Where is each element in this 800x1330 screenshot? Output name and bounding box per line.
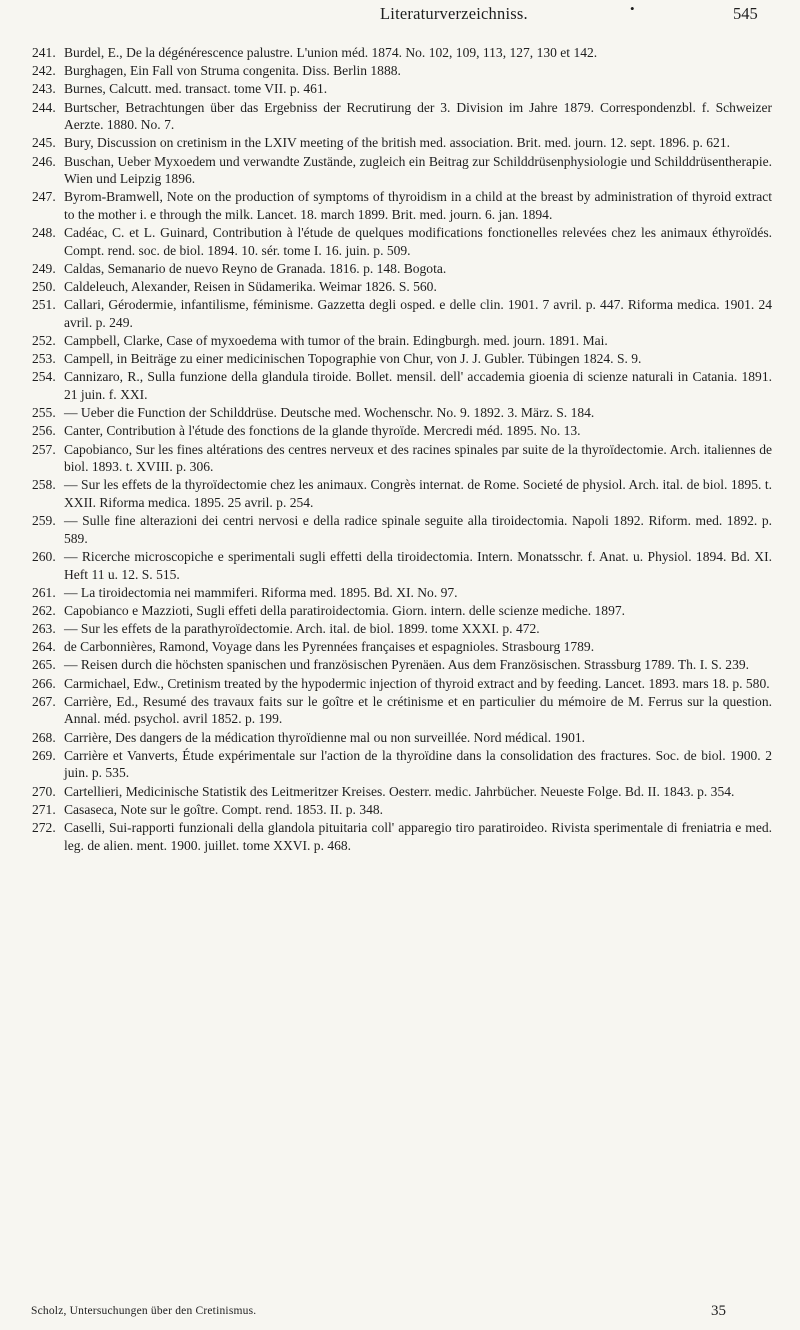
- entry-text: Cannizaro, R., Sulla funzione della glandula tiroide. Bollet. mensil. dell' accademia gioenia di scienze naturali in Catania. 1891. 21 juin. f. XXI.: [64, 369, 772, 402]
- entry-text: — Sur les effets de la parathyroïdectomie. Arch. ital. de biol. 1899. tome XXXI. p. 472.: [64, 621, 540, 637]
- bibliography-entry: [32, 350, 772, 368]
- entry-text: Caldeleuch, Alexander, Reisen in Südamerika. Weimar 1826. S. 560.: [64, 279, 437, 295]
- entry-number: 241.: [32, 45, 56, 60]
- bibliography-entry: [32, 441, 772, 476]
- entry-text: Byrom-Bramwell, Note on the production of symptoms of thyroidism in a child at the breast by administration of thyroid extract to the mother i. e through the milk. Lancet. 18. march 1899. Brit. med. journ. 6. jan. 1894.: [64, 189, 772, 222]
- entry-text: Caselli, Sui-rapporti funzionali della glandola pituitaria coll' apparegio tiro paratiroideo. Rivista sperimentale di freniatria e med. leg. de alien. ment. 1900. juillet. tome XXVI. p. 468.: [64, 819, 772, 853]
- bibliography-entry: [32, 188, 772, 223]
- entry-text: — La tiroidectomia nei mammiferi. Riforma med. 1895. Bd. XI. No. 97.: [64, 584, 458, 600]
- entry-number: 271.: [32, 801, 56, 817]
- bibliography-entry: [32, 620, 772, 638]
- bibliography-entry: [32, 584, 772, 602]
- entry-number: 242.: [32, 63, 56, 79]
- bibliography-entry: [32, 729, 772, 747]
- entry-number: 244.: [32, 99, 56, 115]
- bibliography-entry: [32, 404, 772, 422]
- entry-number: 272.: [32, 819, 56, 835]
- bibliography-entry: [32, 548, 772, 583]
- entry-number: 252.: [32, 333, 56, 349]
- entry-text: Carrière, Des dangers de la médication thyroïdienne mal ou non surveillée. Nord médical. 1901.: [64, 729, 586, 745]
- bibliography-entry: [32, 368, 772, 403]
- page-footer: [31, 1305, 771, 1321]
- entry-text: de Carbonnières, Ramond, Voyage dans les Pyrennées françaises et espagnioles. Strasbourg 1789.: [64, 639, 595, 655]
- entry-text: Campell, in Beiträge zu einer medicinischen Topographie von Chur, von J. J. Gubler. Tübingen 1824. S. 9.: [64, 351, 642, 367]
- entry-text: Capobianco e Mazzioti, Sugli effeti della paratiroidectomia. Giorn. intern. delle scienze mediche. 1897.: [64, 602, 625, 618]
- entry-text: Burtscher, Betrachtungen über das Ergebniss der Recrutirung der 3. Division im Jahre 1879. Correspondenzbl. f. Schweizer Aerzte. 1880. No. 7.: [64, 99, 772, 133]
- bibliography-entry: [32, 134, 772, 152]
- entry-text: Casaseca, Note sur le goître. Compt. rend. 1853. II. p. 348.: [64, 801, 384, 817]
- entry-text: Carrière, Ed., Resumé des travaux faits sur le goître et le crétinisme et en particulier du mémoire de M. Ferrus sur la question. Annal. méd. psychol. avril 1852. p. 199.: [64, 693, 772, 727]
- bibliography-entry: [32, 44, 772, 62]
- footer-source: Scholz, Untersuchungen über den Cretinismus.: [31, 1305, 257, 1317]
- entry-number: 265.: [32, 657, 56, 673]
- signature-mark: 35: [711, 1303, 726, 1319]
- entry-number: 253.: [32, 351, 56, 367]
- entry-text: Campbell, Clarke, Case of myxoedema with tumor of the brain. Edingburgh. med. journ. 1891. Mai.: [64, 333, 608, 349]
- entry-number: 270.: [32, 783, 56, 799]
- entry-number: 254.: [32, 369, 56, 385]
- entry-number: 248.: [32, 225, 56, 241]
- entry-text: Carrière et Vanverts, Étude expérimentale sur l'action de la thyroïdine dans la consolidation des fractures. Soc. de biol. 1900. 2 juin. p. 535.: [64, 747, 772, 781]
- entry-number: 247.: [32, 189, 56, 205]
- entry-text: Capobianco, Sur les fines altérations des centres nerveux et des racines spinales par suite de la thyroïdectomie. Arch. italiennes de biol. 1893. t. XVIII. p. 306.: [64, 441, 772, 475]
- entry-text: Burdel, E., De la dégénérescence palustre. L'union méd. 1874. No. 102, 109, 113, 127, 130 et 142.: [64, 45, 598, 60]
- entry-number: 267.: [32, 693, 56, 709]
- bibliography-entry: [32, 602, 772, 620]
- entry-text: — Reisen durch die höchsten spanischen und französischen Pyrenäen. Aus dem Französischen. Strassburg 1789. Th. I. S. 239.: [64, 657, 750, 673]
- entry-number: 261.: [32, 584, 56, 600]
- entry-text: Cadéac, C. et L. Guinard, Contribution à l'étude de quelques modifications fonctionelles relevées chez les animaux éthyroïdés. Compt. rend. soc. de biol. 1894. 10. sér. tome I. 16. juin. p. 509.: [64, 225, 772, 258]
- entry-number: 249.: [32, 260, 56, 276]
- entry-number: 243.: [32, 81, 56, 97]
- entry-number: 268.: [32, 729, 56, 745]
- entry-number: 250.: [32, 279, 56, 295]
- entry-number: 245.: [32, 135, 56, 151]
- entry-number: 246.: [32, 153, 56, 169]
- entry-text: — Sulle fine alterazioni dei centri nervosi e della radice spinale seguite alla tiroidectomia. Napoli 1892. Riform. med. 1892. p. 589.: [64, 513, 772, 546]
- printer-mark: •: [630, 1, 635, 16]
- entry-text: Carmichael, Edw., Cretinism treated by the hypodermic injection of thyroid extract and by feeding. Lancet. 1893. mars 18. p. 580.: [64, 675, 770, 691]
- bibliography-entry: [32, 675, 772, 693]
- bibliography-entry: [32, 278, 772, 296]
- entry-number: 263.: [32, 621, 56, 637]
- bibliography-entry: [32, 819, 772, 854]
- bibliography-entry: [32, 801, 772, 819]
- entry-text: Callari, Gérodermie, infantilisme, féminisme. Gazzetta degli osped. e delle clin. 1901. 7 avril. p. 447. Riforma medica. 1901. 24 avril. p. 249.: [64, 297, 772, 330]
- bibliography-entry: [32, 153, 772, 188]
- bibliography-entry: [32, 332, 772, 350]
- entry-text: Burnes, Calcutt. med. transact. tome VII. p. 461.: [64, 81, 328, 97]
- running-title: Literaturverzeichniss.: [380, 4, 528, 23]
- entry-text: — Ricerche microscopiche e sperimentali sugli effetti della tiroidectomia. Intern. Monatsschr. f. Anat. u. Physiol. 1894. Bd. XI. Heft 11 u. 12. S. 515.: [64, 548, 772, 582]
- bibliography-entry: [32, 296, 772, 331]
- running-header: [0, 2, 800, 32]
- entry-text: Caldas, Semanario de nuevo Reyno de Granada. 1816. p. 148. Bogota.: [64, 260, 447, 276]
- entry-number: 266.: [32, 675, 56, 691]
- entry-number: 264.: [32, 639, 56, 655]
- bibliography-entry: [32, 224, 772, 259]
- bibliography-entry: [32, 783, 772, 801]
- entry-number: 269.: [32, 747, 56, 763]
- entry-number: 260.: [32, 548, 56, 564]
- bibliography-entry: [32, 476, 772, 511]
- entry-text: Buschan, Ueber Myxoedem und verwandte Zustände, zugleich ein Beitrag zur Schilddrüsenphysiologie und Schilddrüsentherapie. Wien und Leipzig 1896.: [64, 153, 772, 187]
- entry-number: 262.: [32, 602, 56, 618]
- entry-number: 255.: [32, 405, 56, 421]
- bibliography-list: [32, 44, 772, 855]
- entry-number: 258.: [32, 477, 56, 493]
- bibliography-entry: [32, 747, 772, 782]
- entry-text: Burghagen, Ein Fall von Struma congenita. Diss. Berlin 1888.: [64, 63, 401, 79]
- entry-number: 259.: [32, 513, 56, 529]
- entry-number: 257.: [32, 441, 56, 457]
- bibliography-entry: [32, 260, 772, 278]
- entry-text: — Sur les effets de la thyroïdectomie chez les animaux. Congrès internat. de Rome. Societé de physiol. Arch. ital. de biol. 1895. t. XXII. Riforma medica. 1895. 25 avril. p. 254.: [64, 477, 772, 510]
- bibliography-entry: [32, 422, 772, 440]
- entry-text: Cartellieri, Medicinische Statistik des Leitmeritzer Kreises. Oesterr. medic. Jahrbücher. Neueste Folge. Bd. II. 1843. p. 354.: [64, 783, 735, 799]
- bibliography-entry: [32, 638, 772, 656]
- bibliography-entry: [32, 693, 772, 728]
- page-number: 545: [733, 4, 758, 23]
- bibliography-entry: [32, 99, 772, 134]
- entry-text: Bury, Discussion on cretinism in the LXIV meeting of the british med. association. Brit. med. journ. 12. sept. 1896. p. 621.: [64, 135, 730, 151]
- entry-text: Canter, Contribution à l'étude des fonctions de la glande thyroïde. Mercredi méd. 1895. No. 13.: [64, 423, 581, 439]
- entry-number: 251.: [32, 297, 56, 313]
- bibliography-entry: [32, 80, 772, 98]
- bibliography-entry: [32, 62, 772, 80]
- bibliography-entry: [32, 656, 772, 674]
- bibliography-entry: [32, 512, 772, 547]
- entry-number: 256.: [32, 423, 56, 439]
- entry-text: — Ueber die Function der Schilddrüse. Deutsche med. Wochenschr. No. 9. 1892. 3. März. S. 184.: [64, 405, 595, 421]
